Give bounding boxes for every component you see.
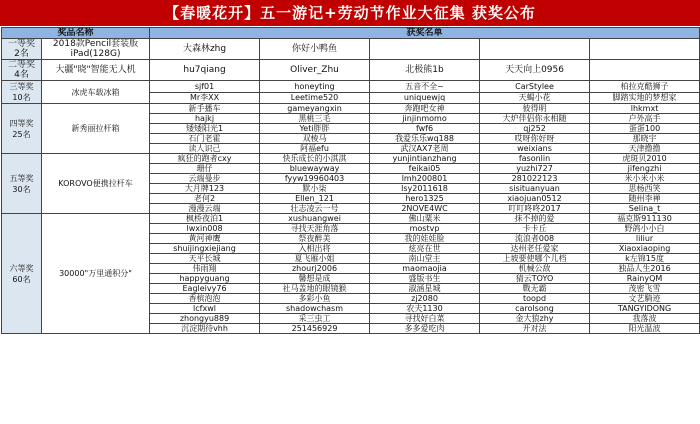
winner-cell: 壮志凌云一号 — [260, 204, 370, 214]
winner-cell: 石门老霍 — [150, 134, 260, 144]
winner-cell: sjf01 — [150, 81, 260, 93]
winner-cell: 老何2 — [150, 194, 260, 204]
tier-level: 二等奖 — [7, 60, 35, 70]
winner-cell: 大炉伴侣你永相随 — [480, 114, 590, 124]
winner-cell: 伟雨翔 — [150, 264, 260, 274]
winner-cell: 采三虫工 — [260, 314, 370, 324]
winner-cell: 馨想是成 — [260, 274, 370, 284]
winner-cell: lcfxwl — [150, 304, 260, 314]
winner-cell: 文艺騎迹 — [590, 294, 700, 304]
winner-cell: 脚踏实地的梦想家 — [590, 92, 700, 104]
winner-cell: Xiaoxiaoping — [590, 244, 700, 254]
winner-cell: RainyQM — [590, 274, 700, 284]
winner-cell: 黄河神鹰 — [150, 234, 260, 244]
winner-cell: liliur — [590, 234, 700, 244]
winner-cell: yuzhi727 — [480, 164, 590, 174]
winner-cell: 彼得明 — [480, 104, 590, 114]
winner-cell: 我落波 — [590, 314, 700, 324]
tier-level-cell — [2, 214, 42, 334]
winner-cell: 卡卡丘 — [480, 224, 590, 234]
winner-cell: Selina_t — [590, 204, 700, 214]
winner-cell: 漫漫云端 — [150, 204, 260, 214]
winner-cell: 我的娃娃脸 — [370, 234, 480, 244]
winner-cell: 北极熊1b — [370, 60, 480, 81]
winner-cell: 阳光温波 — [590, 324, 700, 334]
winner-cell: 寻找天涯角落 — [260, 224, 370, 234]
winner-cell: zhourj2006 — [260, 264, 370, 274]
winner-cell — [370, 39, 480, 60]
winner-cell: lhkmxt — [590, 104, 700, 114]
winner-cell: toopd — [480, 294, 590, 304]
winner-cell: 柏拉克酷狮子 — [590, 81, 700, 93]
winner-cell — [480, 39, 590, 60]
table-row — [2, 39, 700, 60]
winner-cell: 达州老任爱家 — [480, 244, 590, 254]
tier-level: 五等奖 — [9, 173, 34, 183]
winner-cell: Yeti胖胖 — [260, 124, 370, 134]
winner-cell: sisituanyuan — [480, 184, 590, 194]
winner-cell: 天天向上0956 — [480, 60, 590, 81]
winner-cell: jifengzhi — [590, 164, 700, 174]
winner-cell: 武汉AX7老周 — [370, 144, 480, 154]
winner-cell: 你好小鸭鱼 — [260, 39, 370, 60]
winner-cell: lmh200801 — [370, 174, 480, 184]
winner-cell: shadowchasm — [260, 304, 370, 314]
table-row — [2, 60, 700, 81]
winner-cell: bluewayway — [260, 164, 370, 174]
winner-cell: 天蝎小花 — [480, 92, 590, 104]
tier-level-cell — [2, 60, 42, 81]
winner-cell: 米小米小米 — [590, 174, 700, 184]
winner-cell: 戰无霸 — [480, 284, 590, 294]
winner-cell: 虎斑贝2010 — [590, 154, 700, 164]
winner-cell: 阿福efu — [260, 144, 370, 154]
winner-cell: uniquewjq — [370, 92, 480, 104]
winner-cell: 枫桥夜泊1 — [150, 214, 260, 224]
winner-cell: maomaojia — [370, 264, 480, 274]
tier-level: 六等奖 — [9, 263, 34, 273]
winner-cell: 入相出将 — [260, 244, 370, 254]
tier-count: 25名 — [12, 129, 31, 139]
table-row — [2, 154, 700, 164]
winner-cell: 多多爱吃肉 — [370, 324, 480, 334]
winner-cell: 疯狂的跑者cxy — [150, 154, 260, 164]
winner-cell: Oliver_Zhu — [260, 60, 370, 81]
winner-cell: 快乐成长的小淇淇 — [260, 154, 370, 164]
winner-cell: 机械公敌 — [480, 264, 590, 274]
winner-cell: 双棱马 — [260, 134, 370, 144]
winner-cell: 猜云TOYO — [480, 274, 590, 284]
winner-cell: 沉淀期待vhh — [150, 324, 260, 334]
winner-cell: 野鸽小小白 — [590, 224, 700, 234]
table-row — [2, 104, 700, 114]
winner-cell: shuijingxiejiang — [150, 244, 260, 254]
tier-count: 4名 — [14, 70, 29, 80]
winner-cell: 哎呀你好呀 — [480, 134, 590, 144]
prize-name: 30000"万里通积分" — [42, 214, 150, 334]
tier-level: 一等奖 — [7, 39, 35, 49]
winner-cell: zhongyu889 — [150, 314, 260, 324]
tier-level-cell — [2, 81, 42, 104]
winner-cell: 思杨西笑 — [590, 184, 700, 194]
winner-cell: hu7qiang — [150, 60, 260, 81]
tier-count: 10名 — [12, 93, 31, 102]
prize-name: 大疆"晓"智能无人机 — [42, 60, 150, 81]
winner-cell: mostvp — [370, 224, 480, 234]
winner-cell: 佛山粟米 — [370, 214, 480, 224]
prize-name: KOROVO便携拉杆车 — [42, 154, 150, 214]
tier-count: 30名 — [12, 184, 31, 194]
tier-level-cell — [2, 39, 42, 60]
winner-cell: CarStylee — [480, 81, 590, 93]
winner-cell: 五音不全~ — [370, 81, 480, 93]
winners-table — [1, 27, 700, 334]
winner-cell: 大月牌123 — [150, 184, 260, 194]
winner-cell: fasonlin — [480, 154, 590, 164]
winner-cell: 那晓宇 — [590, 134, 700, 144]
winner-cell: 福克斯911130 — [590, 214, 700, 224]
winner-cell: Ellen_121 — [260, 194, 370, 204]
winner-cell: 独品人生2016 — [590, 264, 700, 274]
winner-cell: 云端曼步 — [150, 174, 260, 184]
winner-cell: 夏飞雁小姐 — [260, 254, 370, 264]
header-row — [2, 28, 700, 39]
winner-cell: 281022123 — [480, 174, 590, 184]
winner-cell: 淑涵星城 — [370, 284, 480, 294]
winner-cell: 我爱乐乐wq188 — [370, 134, 480, 144]
winner-cell: xiaojuan0512 — [480, 194, 590, 204]
winner-cell: 奔跑吧女神 — [370, 104, 480, 114]
tier-count: 2名 — [14, 49, 29, 59]
prize-name: 2018款Pencil套装版iPad(128G) — [42, 39, 150, 60]
tier-level: 四等奖 — [9, 118, 34, 128]
prize-name: 新秀丽拉杆箱 — [42, 104, 150, 154]
winner-cell: 矮矮阳光1 — [150, 124, 260, 134]
winner-cell: 盛版书生 — [370, 274, 480, 284]
winner-cell: feikai05 — [370, 164, 480, 174]
winner-cell: 新手播车 — [150, 104, 260, 114]
winner-cell: lsy2011618 — [370, 184, 480, 194]
winner-cell: honeyting — [260, 81, 370, 93]
prize-header: 奖品名称 — [2, 28, 150, 39]
winner-cell: fyyw19960403 — [260, 174, 370, 184]
winner-cell: 金大狼zhy — [480, 314, 590, 324]
winner-cell: Eagleivy76 — [150, 284, 260, 294]
winner-cell: xushuangwei — [260, 214, 370, 224]
winner-cell: 开对法 — [480, 324, 590, 334]
winner-cell: 南山堂主 — [370, 254, 480, 264]
winner-cell: happyguang — [150, 274, 260, 284]
winner-cell: 香槟泡泡 — [150, 294, 260, 304]
winner-cell: jinjinmomo — [370, 114, 480, 124]
winner-cell — [590, 60, 700, 81]
winners-header: 获奖名单 — [150, 28, 700, 39]
table-row — [2, 81, 700, 93]
winner-cell: 251456929 — [260, 324, 370, 334]
tier-level-cell — [2, 104, 42, 154]
winner-cell: weixians — [480, 144, 590, 154]
winner-cell: hajkj — [150, 114, 260, 124]
winner-cell: 茂密飞雪 — [590, 284, 700, 294]
winner-cell: Leetime520 — [260, 92, 370, 104]
winner-cell: 读人识己 — [150, 144, 260, 154]
prize-name: 冰虎车载冰箱 — [42, 81, 150, 104]
winner-cell: 农夫1130 — [370, 304, 480, 314]
winner-cell: 抹不掉的爱 — [480, 214, 590, 224]
tier-count: 60名 — [12, 274, 31, 284]
winner-cell: 默小柒 — [260, 184, 370, 194]
winner-cell: yunjintianzhang — [370, 154, 480, 164]
winner-cell: 户外高手 — [590, 114, 700, 124]
winner-cell: Mr李XX — [150, 92, 260, 104]
winner-cell: fwf6 — [370, 124, 480, 134]
table-row — [2, 214, 700, 224]
winner-cell: 2NOVE4WC — [370, 204, 480, 214]
winner-cell: 祭夜醉美 — [260, 234, 370, 244]
winner-cell: 社马盖地的眼镜猴 — [260, 284, 370, 294]
page-title-banner — [0, 0, 700, 26]
winner-cell: 叮叮咚咚2017 — [480, 204, 590, 214]
winner-cell: carolsong — [480, 304, 590, 314]
winner-cell: 流浪者008 — [480, 234, 590, 244]
winner-cell: qj252 — [480, 124, 590, 134]
winner-cell: TANGYIDONG — [590, 304, 700, 314]
winner-cell: 大森林zhg — [150, 39, 260, 60]
winner-cell: 上坡要使哪个儿档 — [480, 254, 590, 264]
winner-cell: 炫亮在世 — [370, 244, 480, 254]
winner-cell: 天津撸撸 — [590, 144, 700, 154]
winner-cell: 多彩小鱼 — [260, 294, 370, 304]
winner-cell: hero1325 — [370, 194, 480, 204]
tier-level: 三等奖 — [9, 82, 34, 91]
winner-cell: gameyangxin — [260, 104, 370, 114]
winner-cell: 蛋蛋100 — [590, 124, 700, 134]
winner-cell: 随州李禅 — [590, 194, 700, 204]
tier-level-cell — [2, 154, 42, 214]
winner-cell: lwxin008 — [150, 224, 260, 234]
winner-cell: zj2080 — [370, 294, 480, 304]
winner-cell: 天平长城 — [150, 254, 260, 264]
winner-cell: 黑桃三毛 — [260, 114, 370, 124]
winner-cell: 寻找好白菜 — [370, 314, 480, 324]
winner-cell: 珊仔 — [150, 164, 260, 174]
winner-cell — [590, 39, 700, 60]
page-title: 【春暖花开】五一游记+劳动节作业大征集 获奖公布 — [164, 4, 536, 22]
winner-cell: k左锦15度 — [590, 254, 700, 264]
